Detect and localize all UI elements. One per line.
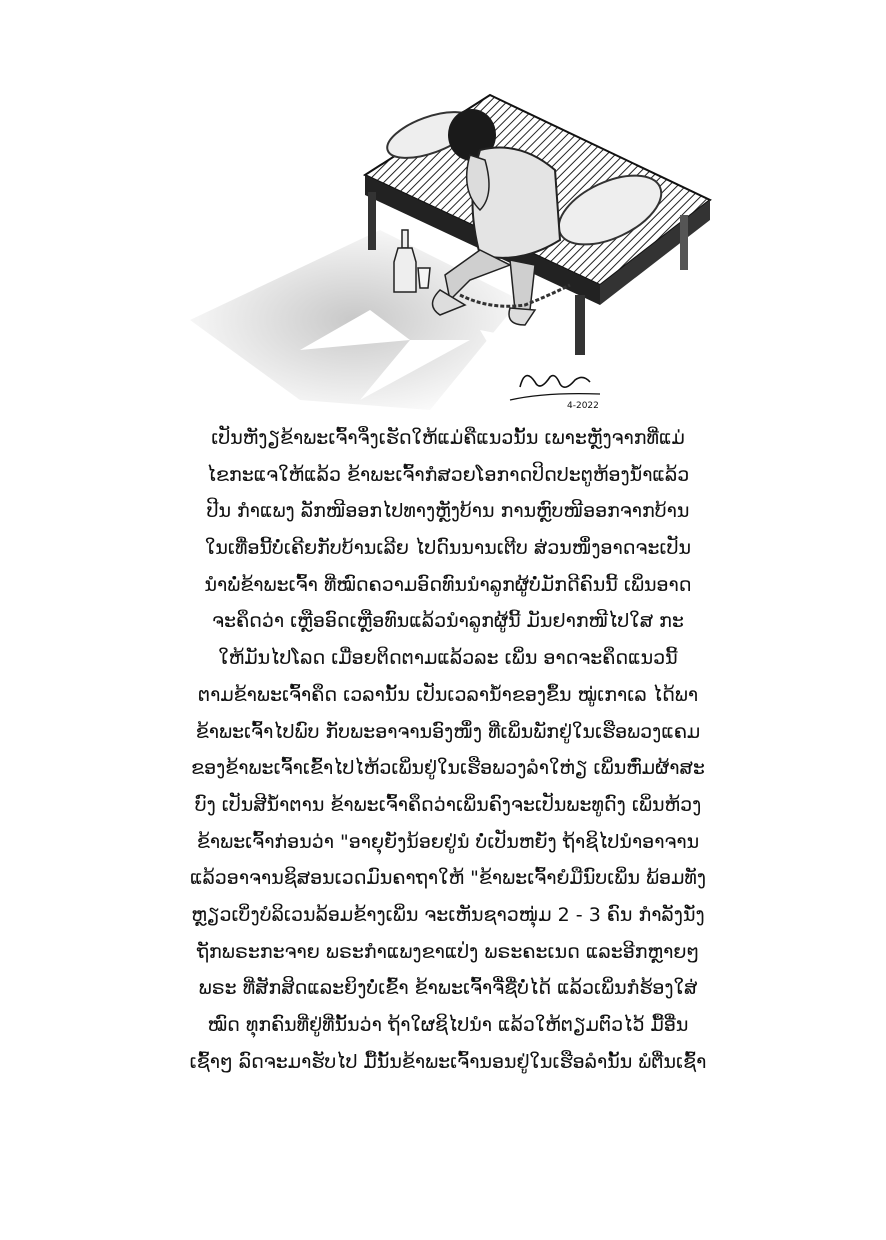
text-line: ແລ້ວອາຈານຊິສອນເວດມົນຄາຖາໃຫ້ "ຂ້າພະເຈົ້າຍໍມືນົບເພິ່ນ ພ້ອມທັງ xyxy=(189,867,707,890)
text-line: ເຊົ້າໆ ລົດຈະມາຮັບໄປ ມື້ນັ້ນຂ້າພະເຈົ້ານອນຢູ່ໃນເຮືອລໍານັ້ນ ພໍຕື່ນເຊົ້າ xyxy=(189,1050,707,1073)
text-line: ໄຂກະແຈໃຫ້ແລ້ວ ຂ້າພະເຈົ້າກໍສວຍໂອກາດປິດປະຕູຫ້ອງນໍ້າແລ້ວ xyxy=(206,463,690,486)
text-line: ຂ້າພະເຈົ້າໄປພົບ ກັບພະອາຈານອົງໜຶ່ງ ທີ່ເພິ່ນພັກຢູ່ໃນເຮືອພວງແຄມ xyxy=(195,720,701,743)
text-line: ນໍາພໍ່ຂ້າພະເຈົ້າ ທີ່ໝົດຄວາມອົດທົນນໍາລູກຜູ້ບໍ່ມັກດີຄົນນີ້ ເພິ່ນອາດ xyxy=(204,573,692,596)
text-line: ຕາມຂ້າພະເຈົ້າຄຶດ ເວລານັ້ນ ເປັນເວລານໍ້າຂອງຂຶ້ນ ໝູ່ເກາເລ ໄດ້ພາ xyxy=(197,683,699,706)
text-line: ພຣະ ທີ່ສັກສິດແລະຍິງບໍ່ເຂົ້າ ຂ້າພະເຈົ້າຈື່ຊື່ບໍ່ໄດ້ ແລ້ວເພິ່ນກໍຮ້ອງໃສ່ xyxy=(198,977,698,1000)
body-text xyxy=(128,420,768,1080)
text-line: ຂ້າພະເຈົ້າກ່ອນວ່າ "ອາຍຸຍັງນ້ອຍຢູ່ນໍ ບໍ່ເປັນຫຍັງ ຖ້າຊິໄປນໍາອາຈານ xyxy=(196,830,700,853)
text-line: ໝົດ ທຸກຄົນທີ່ຢູ່ທີ່ນັ້ນວ່າ ຖ້າໃຜຊິໄປນໍາ ແລ້ວໃຫ້ຕຽມຕົວໄວ້ ມື້ອື່ນ xyxy=(207,1014,689,1036)
text-line: ໃຫ້ມັນໄປໂລດ ເມື່ອຍຕິດຕາມແລ້ວລະ ເພິ່ນ ອາດຈະຄຶດແນວນີ້ xyxy=(218,647,678,670)
text-line: ໃນເທື່ອນີ້ບໍ່ເຄີຍກັບບ້ານເລີຍ ໄປດົນນານເຕີບ ສ່ວນໜຶ່ງອາດຈະເປັນ xyxy=(205,537,691,560)
text-line: ຂອງຂ້າພະເຈົ້າເຂົ້າໄປໄຫ້ວເພິ່ນຢູ່ໃນເຮືອພວງລໍາໃຫ່ຽ ເພິ່ນຫົ່ມຜ້າສະ xyxy=(191,757,705,780)
text-line: ປີນ ກໍາແພງ ລັກໜີອອກໄປທາງຫຼັງບ້ານ ການຫຼົບໜີອອກຈາກບ້ານ xyxy=(206,500,690,523)
illustration xyxy=(180,80,740,420)
text-line: ຈະຄຶດວ່າ ເຫຼືອອົດເຫຼືອທົນແລ້ວນໍາລູກຜູ້ນີ້ ມັນຢາກໜີໄປໃສ ກະ xyxy=(212,610,684,633)
text-line: ເປັນຫັງຽຂ້າພະເຈົ້າຈຶ່ງເຮັດໃຫ້ແມ່ຄືແນວນັ້ນ ເພາະຫຼັງຈາກທີ່ແມ່ xyxy=(211,427,685,449)
artist-signature xyxy=(505,362,605,412)
glass-icon xyxy=(418,268,430,288)
text-line: ບົງ ເປັນສີນໍ້າຕານ ຂ້າພະເຈົ້າຄຶດວ່າເພິ່ນຄົງຈະເປັນພະທູດົງ ເພິ່ນຫ້ວງ xyxy=(194,793,702,816)
signature-date: 4-2022 xyxy=(567,401,599,411)
text-line: ຖັກພຣະກະຈາຍ ພຣະກໍາແພງຂາແປ່ງ ພຣະຄະເນດ ແລະອີກຫຼາຍໆ xyxy=(196,940,700,963)
text-line: ຫຼຽວເບິ່ງບໍລິເວນລ້ອມຂ້າງເພິ່ນ ຈະເຫັນຊາວໜຸ່ມ 2 - 3 ຄົນ ກໍາລັງນັ່ງ xyxy=(191,903,705,926)
